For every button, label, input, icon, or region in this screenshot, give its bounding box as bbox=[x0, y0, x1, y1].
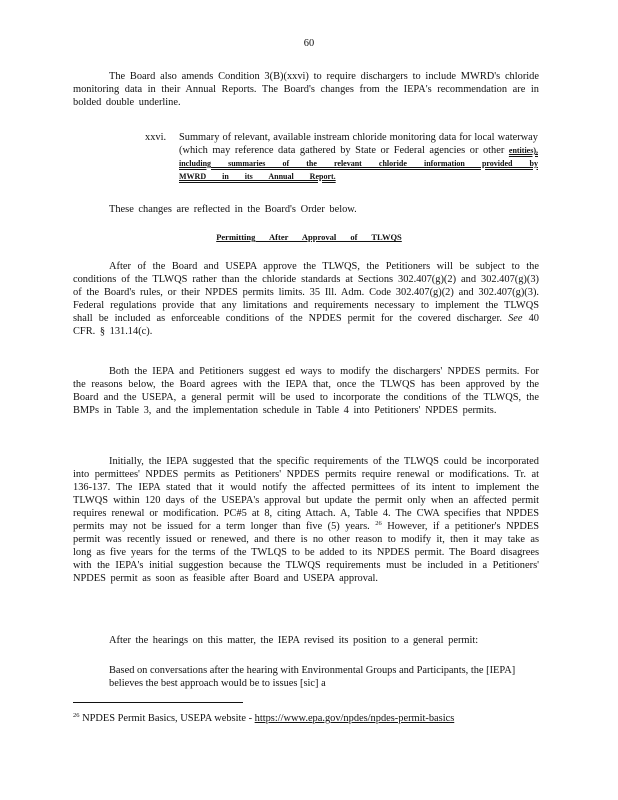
condition-list-item bbox=[145, 131, 538, 183]
list-item-number: xxvi. bbox=[145, 132, 167, 143]
section-heading: Permitting After Approval of TLWQS bbox=[216, 232, 402, 242]
paragraph-changes-reflected: These changes are reflected in the Board's Order below. bbox=[109, 204, 357, 215]
initial-suggestion-text-continued: However, if a petitioner's NPDES permit was recently issued or renewed, and there is no other reason to modify it, then it may take as long as five years for the terms of the TWLQS to be added to its NPDES permit. The Board disagrees with the IEPA's initial suggestion because the TLWQS requirements must be included in a Petitioners' NPDES permit as soon as feasible after Board and USEPA approval. bbox=[73, 521, 539, 584]
footnote-divider bbox=[73, 702, 243, 703]
paragraph-after-approval bbox=[73, 260, 539, 338]
page-number: 60 bbox=[303, 38, 315, 49]
list-item-bold-underlined-text: entities), including summaries of the relevant chloride information provided by MWRD in its Annual Report. bbox=[179, 146, 538, 181]
paragraph-revised-position: After the hearings on this matter, the IEPA revised its position to a general permit: bbox=[109, 635, 479, 646]
block-quote: Based on conversations after the hearing with Environmental Groups and Participants, the [IEPA] believes the best approach would be to issues [sic] a bbox=[109, 665, 516, 689]
see-signal: See bbox=[508, 313, 523, 324]
paragraph-initial-suggestion bbox=[73, 455, 539, 585]
paragraph-permit-modification: Both the IEPA and Petitioners suggest ed ways to modify the dischargers' NPDES permits. For the reasons below, the Board agrees with the IEPA that, once the TLWQS has been approved by the Board and the USEPA, a general permit will be used to incorporate the conditions of the TLWQS, the BMPs in Table 3, and the implementation schedule in Table 4 into Petitioners' NPDES permits. bbox=[73, 366, 539, 416]
footnote-number: 26 bbox=[73, 712, 80, 719]
cfr-citation: 40 CFR. § 131.14(c). bbox=[73, 313, 539, 337]
footnote bbox=[73, 712, 543, 725]
list-item-text bbox=[179, 131, 538, 183]
footnote-reference: 26 bbox=[375, 520, 382, 527]
list-item-plain-text: Summary of relevant, available instream chloride monitoring data for local waterway (which may reference data gathered by State or Federal agencies or other bbox=[179, 132, 538, 156]
paragraph-condition-amendment: The Board also amends Condition 3(B)(xxvi) to require dischargers to include MWRD's chloride monitoring data in their Annual Reports. The Board's changes from the IEPA's recommendation are in bolded double underline. bbox=[73, 71, 539, 108]
footnote-link[interactable]: https://www.epa.gov/npdes/npdes-permit-basics bbox=[254, 713, 455, 724]
initial-suggestion-text: Initially, the IEPA suggested that the specific requirements of the TLWQS could be incorporated into permittees' NPDES permits as Petitioners' NPDES permits require renewal or modifications. Tr. at 136-137. The IEPA stated that it would notify the affected permittees of its intent to implement the TLWQS within 120 days of the USEPA's approval but update the permit only when an affected permit requires renewal or modification. PC#5 at 8, citing Attach. A, Table 4. The CWA specifies that NPDES permits may not be issued for a term longer than five (5) years. bbox=[73, 456, 539, 532]
after-approval-text: After of the Board and USEPA approve the TLWQS, the Petitioners will be subject to the conditions of the TLWQS rather than the chloride standards at Sections 302.407(g)(2) and 302.407(g)(3) of the Board's rules, or their NPDES permits limits. 35 Ill. Adm. Code 302.407(g)(2) and 302.407(g)(3). Federal regulations provide that any limitations and requirements necessary to implement the TLWQS shall be included as enforceable conditions of the NPDES permit for the covered discharger. bbox=[73, 261, 539, 324]
footnote-text: NPDES Permit Basics, USEPA website - bbox=[82, 713, 253, 724]
